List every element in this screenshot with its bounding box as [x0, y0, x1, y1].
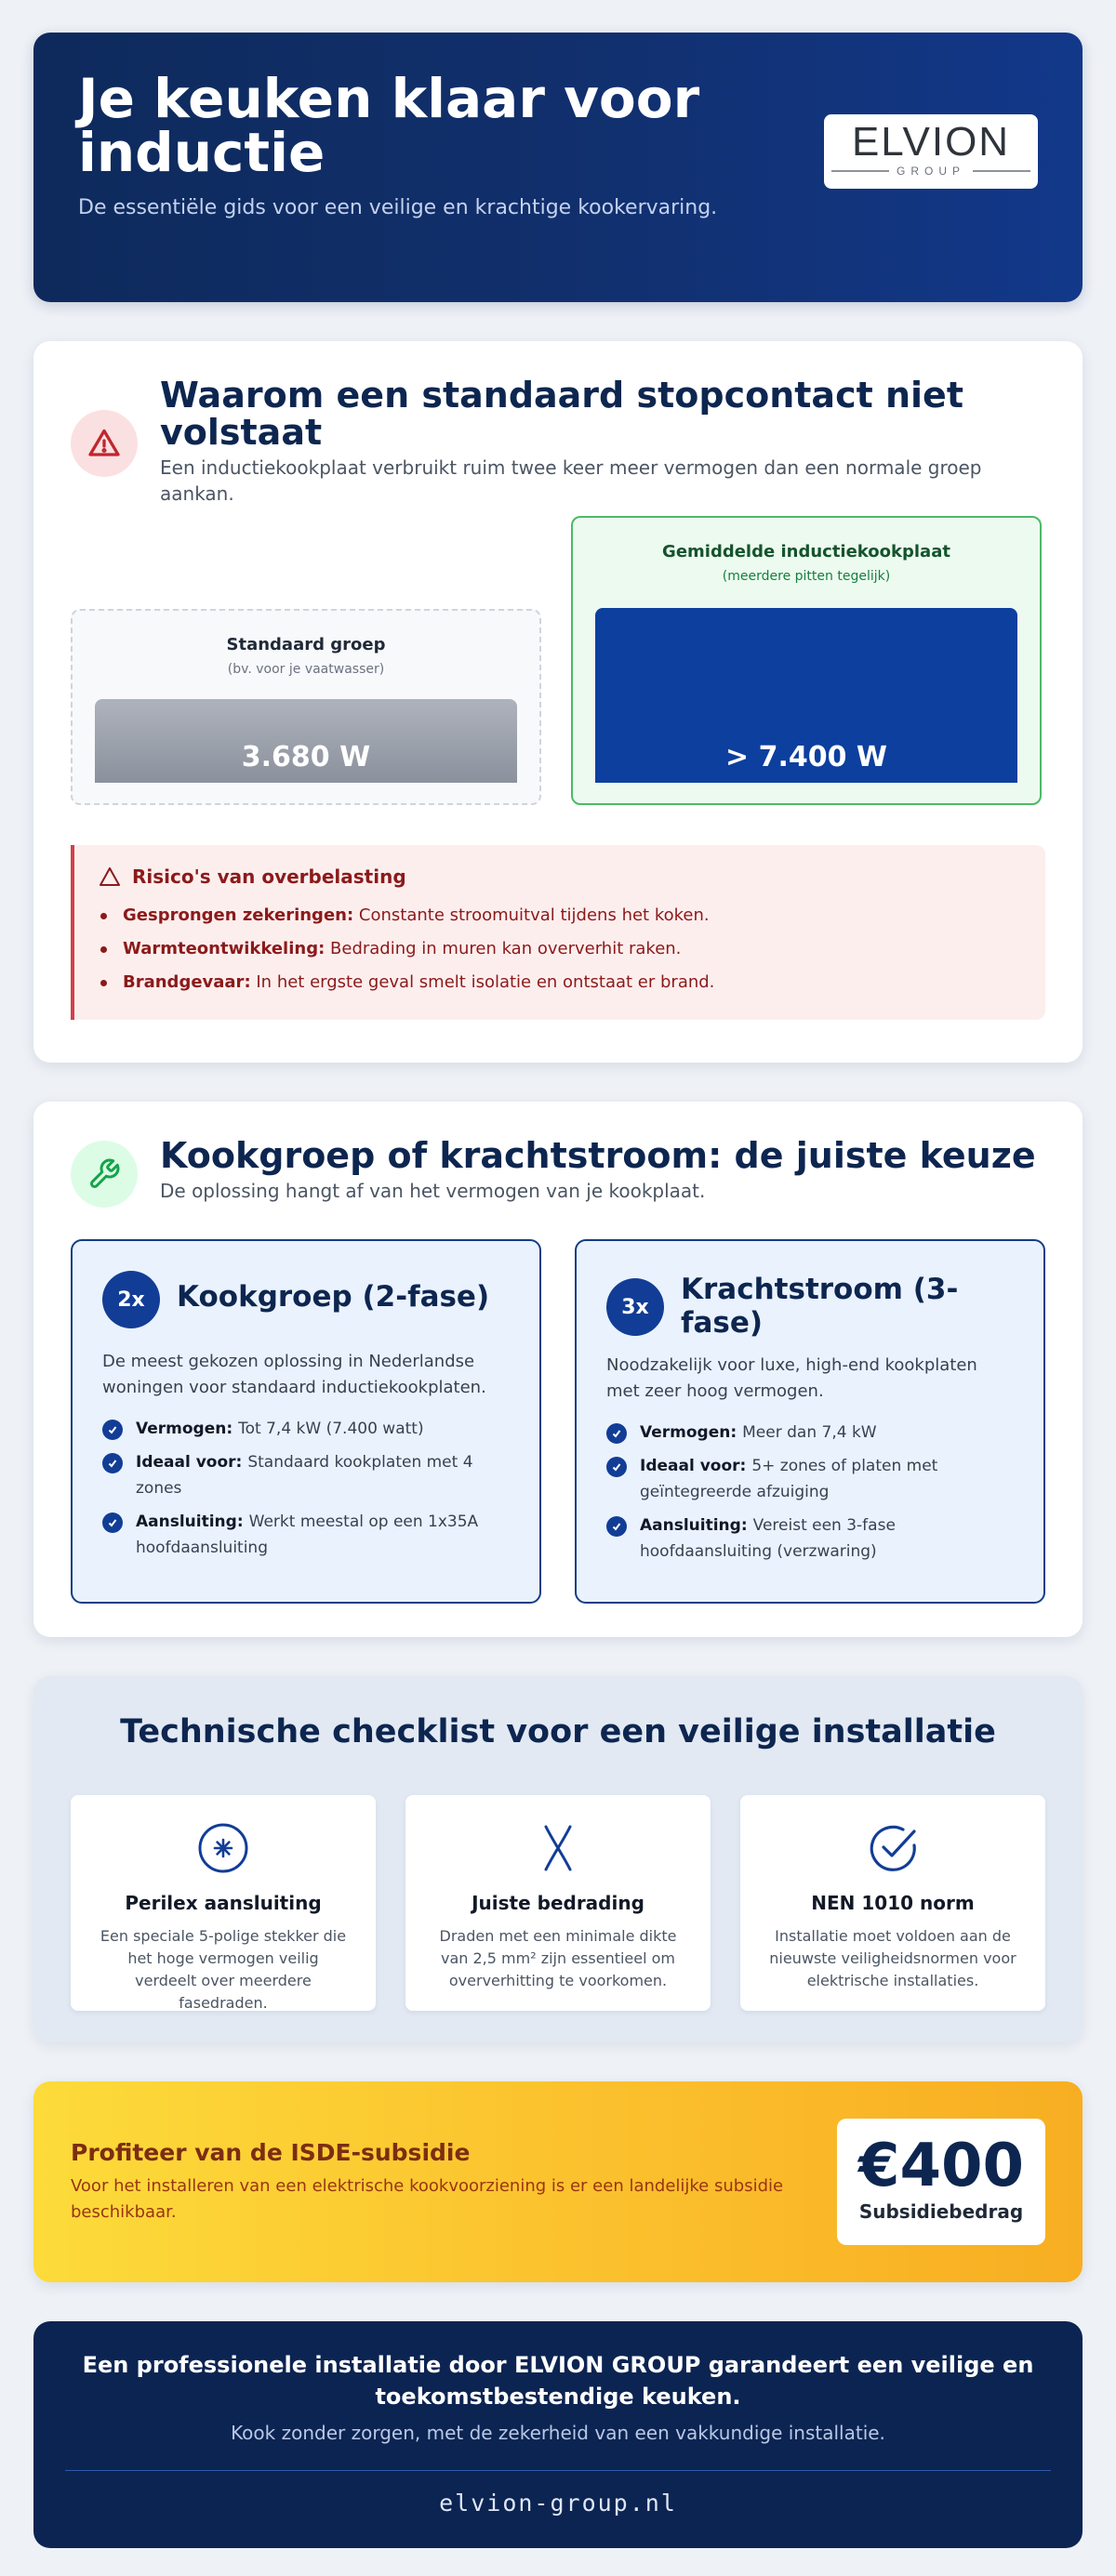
option-card-krachtstroom	[575, 1239, 1045, 1604]
check-icon	[606, 1457, 627, 1477]
warning-triangle-icon	[71, 410, 138, 477]
section-header	[71, 1137, 1045, 1208]
subsidy-amount-box	[837, 2119, 1045, 2245]
option-description: De meest gekozen oplossing in Nederlandse woningen voor standaard inductiekookplaten.	[102, 1352, 486, 1397]
checklist-item-description: Installatie moet voldoen aan de nieuwste veiligheidsnormen voor elektrische installaties.	[769, 1927, 1016, 1989]
subsidy-description: Voor het installeren van een elektrische kookvoorziening is er een landelijke subsidie beschikbaar.	[71, 2176, 784, 2222]
plug-socket-icon	[71, 1821, 376, 1875]
standard-power-value: 3.680 W	[241, 741, 371, 773]
footer-divider	[65, 2470, 1051, 2471]
standard-group-note: (bv. voor je vaatwasser)	[227, 662, 385, 677]
brand-logo	[824, 114, 1038, 189]
check-icon	[606, 1516, 627, 1537]
standard-group-card	[71, 609, 541, 805]
list-item: Warmteontwikkeling: Bedrading in muren kan oververhit raken.	[99, 932, 1021, 966]
technical-checklist-section	[33, 1676, 1083, 2042]
risk-alert	[71, 845, 1045, 1020]
logo-wordmark: ELVION	[851, 119, 1011, 165]
page-subtitle: De essentiële gids voor een veilige en krachtige kookervaring.	[78, 196, 718, 219]
feature-list	[102, 1416, 510, 1561]
list-item: Brandgevaar: In het ergste geval smelt isolatie en ontstaat er brand.	[99, 966, 1021, 999]
power-comparison-section	[33, 341, 1083, 1063]
induction-power-bar	[595, 608, 1017, 783]
checklist-grid	[71, 1795, 1045, 2011]
checklist-item-bedrading	[405, 1795, 711, 2011]
option-description: Noodzakelijk voor luxe, high-end kookplaten met zeer hoog vermogen.	[606, 1355, 977, 1401]
footer-statement: Een professionele installatie door ELVION GROUP garandeert een veilige en toekomstbestendige keuken.	[82, 2352, 1034, 2410]
section-header	[71, 376, 1045, 507]
list-item: Ideaal voor: 5+ zones of platen met geïntegreerde afzuiging	[606, 1453, 1014, 1505]
option-card-kookgroep	[71, 1239, 541, 1604]
phase-badge: 2x	[102, 1271, 160, 1328]
check-icon	[606, 1423, 627, 1444]
option-cards	[71, 1239, 1045, 1604]
logo-tagline: GROUP	[896, 165, 965, 178]
checklist-item-name: Perilex aansluiting	[125, 1892, 322, 1914]
check-icon	[102, 1513, 123, 1533]
hero-banner	[33, 33, 1083, 302]
wrench-icon	[71, 1141, 138, 1208]
induction-power-value: > 7.400 W	[724, 741, 887, 773]
section-title: Kookgroep of krachtstroom: de juiste keuze	[160, 1135, 1036, 1176]
standard-power-bar	[95, 699, 517, 783]
section-subtitle: De oplossing hangt af van het vermogen van je kookplaat.	[160, 1180, 706, 1202]
alert-triangle-icon	[99, 866, 121, 887]
list-item: Vermogen: Meer dan 7,4 kW	[606, 1420, 1014, 1446]
list-item: Aansluiting: Werkt meestal op een 1x35A hoofdaansluiting	[102, 1509, 510, 1561]
list-item: Vermogen: Tot 7,4 kW (7.400 watt)	[102, 1416, 510, 1442]
section-title: Waarom een standaard stopcontact niet volstaat	[160, 375, 963, 453]
option-title: Kookgroep (2-fase)	[177, 1280, 490, 1314]
crossed-wires-icon	[405, 1821, 711, 1875]
option-title: Krachtstroom (3-fase)	[681, 1273, 959, 1340]
list-item: Ideaal voor: Standaard kookplaten met 4 zones	[102, 1449, 510, 1501]
standard-group-title: Standaard groep	[226, 635, 386, 654]
induction-card	[571, 516, 1042, 805]
induction-title: Gemiddelde inductiekookplaat	[662, 542, 950, 561]
checklist-item-description: Een speciale 5-polige stekker die het hoge vermogen veilig verdeelt over meerdere fasedraden.	[100, 1927, 347, 2012]
feature-list	[606, 1420, 1014, 1565]
phase-badge: 3x	[606, 1278, 664, 1336]
subsidy-amount: €400	[857, 2132, 1025, 2200]
checklist-item-name: Juiste bedrading	[472, 1892, 644, 1914]
website-link[interactable]: elvion-group.nl	[439, 2490, 677, 2517]
page-title: Je keuken klaar voor inductie	[78, 67, 700, 184]
check-circle-icon	[740, 1821, 1045, 1875]
checklist-item-perilex	[71, 1795, 376, 2011]
checklist-item-nen1010	[740, 1795, 1045, 2011]
checklist-item-name: NEN 1010 norm	[811, 1892, 975, 1914]
list-item: Gesprongen zekeringen: Constante stroomuitval tijdens het koken.	[99, 899, 1021, 932]
check-icon	[102, 1420, 123, 1440]
risk-list	[99, 899, 1021, 999]
section-subtitle: Een inductiekookplaat verbruikt ruim twee keer meer vermogen dan een normale groep aankan.	[160, 456, 982, 505]
connection-choice-section	[33, 1102, 1083, 1637]
footer	[33, 2321, 1083, 2548]
checklist-title: Technische checklist voor een veilige installatie	[120, 1713, 996, 1750]
subsidy-amount-label: Subsidiebedrag	[858, 2200, 1024, 2223]
induction-note: (meerdere pitten tegelijk)	[722, 569, 891, 584]
subsidy-banner	[33, 2081, 1083, 2282]
subsidy-title: Profiteer van de ISDE-subsidie	[71, 2139, 471, 2166]
risk-title: Risico's van overbelasting	[132, 865, 406, 888]
check-icon	[102, 1453, 123, 1473]
list-item: Aansluiting: Vereist een 3-fase hoofdaansluiting (verzwaring)	[606, 1513, 1014, 1565]
footer-tagline: Kook zonder zorgen, met de zekerheid van een vakkundige installatie.	[231, 2422, 885, 2444]
power-comparison	[71, 516, 1045, 823]
checklist-item-description: Draden met een minimale dikte van 2,5 mm² zijn essentieel om oververhitting te voorkomen.	[439, 1927, 677, 1989]
